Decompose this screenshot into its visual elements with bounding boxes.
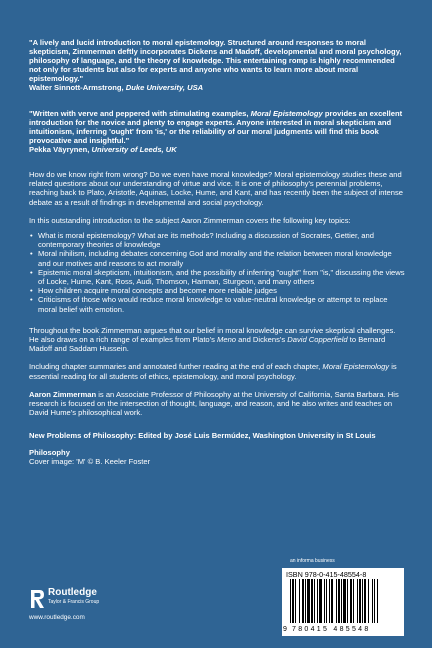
summaries-paragraph: Including chapter summaries and annotated further reading at the end of each chapter, Moral Epistemology is essential reading for all students of ethics, epistemology, and moral psychology. bbox=[29, 362, 397, 381]
endorsement-quote-1 bbox=[29, 38, 405, 93]
list-item: • Criticisms of those who would reduce moral knowledge to value-neutral knowledge or attempt to replace moral belief with emotion. bbox=[38, 295, 405, 313]
quote-1-author: Walter Sinnott-Armstrong, Duke University, USA bbox=[29, 83, 204, 93]
list-item: • How children acquire moral concepts and become more reliable judges bbox=[38, 286, 405, 295]
publisher-url: www.routledge.com bbox=[29, 614, 85, 621]
subject-label: Philosophy bbox=[29, 447, 70, 457]
intro-paragraph: How do we know right from wrong? Do we even have moral knowledge? Moral epistemology studies these and related questions about our understanding of virtue and vice. It is one of philosophy's perennial problems, reaching back to Plato, Aristotle, Aquinas, Locke, Hume, and Kant, and has recently been the subject of intense debate as a result of findings in developmental and social psychology. bbox=[29, 170, 404, 207]
list-item: • What is moral epistemology? What are its methods? Including a discussion of Socrates, Gettier, and contemporary theories of knowledge bbox=[38, 231, 405, 249]
topics-list bbox=[29, 231, 405, 314]
barcode-icon bbox=[286, 579, 400, 625]
publisher-logo bbox=[29, 587, 109, 627]
isbn-label: ISBN 978-0-415-48554-8 bbox=[286, 570, 367, 579]
cover-image-credit: Cover image: 'M' © B. Keeler Foster bbox=[29, 456, 151, 466]
informa-label: an informa business bbox=[290, 558, 335, 564]
list-item: • Moral nihilism, including debates concerning God and morality and the relation between moral knowledge and our motives and reasons to act morally bbox=[38, 249, 405, 267]
topics-intro: In this outstanding introduction to the subject Aaron Zimmerman covers the following key topics: bbox=[29, 215, 351, 225]
throughout-paragraph: Throughout the book Zimmerman argues that our belief in moral knowledge can survive skeptical challenges. He also draws on a rich range of examples from Plato's Meno and Dickens's David Copperfield to Bernard Madoff and Saddam Hussein. bbox=[29, 325, 396, 354]
barcode-digits: 9 780415 485548 bbox=[283, 626, 371, 633]
isbn-barcode-box bbox=[282, 568, 404, 636]
series-info: New Problems of Philosophy: Edited by José Luis Bermúdez, Washington University in St Louis bbox=[29, 430, 376, 440]
publisher-sub: Taylor & Francis Group bbox=[48, 599, 100, 605]
author-bio: Aaron Zimmerman is an Associate Professor of Philosophy at the University of California, Santa Barbara. His research is focused on the intersection of thought, language, and reason, and he also writes and teaches on David Hume's philosophical work. bbox=[29, 389, 399, 418]
list-item: • Epistemic moral skepticism, intuitionism, and the possibility of inferring "ought" from "is," discussing the views of Locke, Hume, Kant, Ross, Audi, Thomson, Harman, Sturgeon, and many others bbox=[38, 268, 405, 286]
endorsement-quote-2: "Written with verve and peppered with stimulating examples, Moral Epistemology provides an excellent introduction for the novice and plenty to engage experts. Anyone interested in moral skepticism and intuitionism, inferring 'ought' from 'is,' or the reliability of our moral judgments will find this book provocative and insightful." Pekka Väyrynen, University of Leeds, UK bbox=[29, 108, 403, 154]
publisher-name: Routledge bbox=[48, 587, 97, 598]
routledge-logo-icon bbox=[29, 588, 45, 610]
author-name: Aaron Zimmerman bbox=[29, 389, 97, 399]
quote-1-text: "A lively and lucid introduction to moral epistemology. Structured around responses to moral skepticism, Zimmerman deftly incorporates Dickens and Madoff, developmental and moral psychology, philosophy of language, and the theory of knowledge. This entertaining romp is highly recommended not only for students but also for experts and anyone who wants to learn more about moral epistemology." bbox=[29, 38, 402, 84]
quote-2-book-title: Moral Epistemology bbox=[250, 108, 323, 118]
quote-2-author: Pekka Väyrynen, University of Leeds, UK bbox=[29, 144, 177, 154]
